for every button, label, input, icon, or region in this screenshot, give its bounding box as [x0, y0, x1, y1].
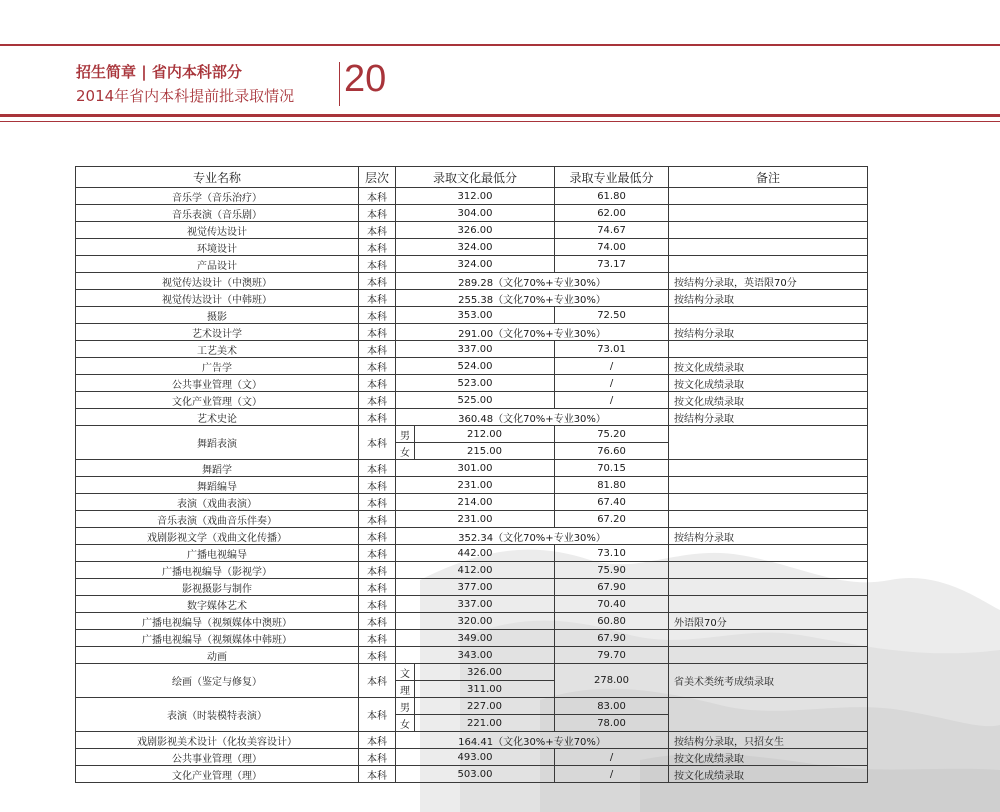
major-score-cell: 73.17 — [555, 256, 669, 273]
level-cell: 本科 — [359, 562, 396, 579]
major-score-cell: 76.60 — [555, 443, 669, 460]
major-score-cell: / — [555, 766, 669, 783]
level-cell: 本科 — [359, 766, 396, 783]
level-cell: 本科 — [359, 477, 396, 494]
culture-score-cell: 349.00 — [396, 630, 555, 647]
major-score-cell: 60.80 — [555, 613, 669, 630]
level-cell: 本科 — [359, 732, 396, 749]
major-score-cell: / — [555, 749, 669, 766]
level-cell: 本科 — [359, 596, 396, 613]
table-row — [76, 494, 868, 511]
major-name-cell: 视觉传达设计 — [76, 222, 359, 239]
table-row — [76, 613, 868, 630]
note-cell — [669, 494, 868, 511]
combined-score-cell: 360.48（文化70%+专业30%） — [396, 409, 669, 426]
page-subtitle: 2014年省内本科提前批录取情况 — [76, 87, 295, 105]
subgroup-cell: 男 — [396, 426, 415, 443]
table-row — [76, 460, 868, 477]
note-cell: 按结构分录取 — [669, 324, 868, 341]
level-cell: 本科 — [359, 460, 396, 477]
table-row — [76, 188, 868, 205]
culture-score-cell: 231.00 — [396, 511, 555, 528]
note-cell — [669, 256, 868, 273]
level-cell: 本科 — [359, 307, 396, 324]
note-cell — [669, 341, 868, 358]
note-cell — [669, 205, 868, 222]
header-top-rule — [0, 44, 1000, 46]
note-cell — [669, 562, 868, 579]
major-score-cell: 61.80 — [555, 188, 669, 205]
page-number: 20 — [344, 58, 387, 100]
table-row — [76, 545, 868, 562]
table-row — [76, 732, 868, 749]
culture-score-cell: 353.00 — [396, 307, 555, 324]
culture-score-cell: 301.00 — [396, 460, 555, 477]
combined-score-cell: 289.28（文化70%+专业30%） — [396, 273, 669, 290]
note-cell — [669, 477, 868, 494]
note-cell — [669, 239, 868, 256]
level-cell: 本科 — [359, 698, 396, 732]
table-row — [76, 528, 868, 545]
culture-score-cell: 377.00 — [396, 579, 555, 596]
subgroup-cell: 男 — [396, 698, 415, 715]
note-cell — [669, 511, 868, 528]
culture-score-cell: 212.00 — [415, 426, 555, 443]
table-row — [76, 239, 868, 256]
table-row — [76, 562, 868, 579]
table-row — [76, 307, 868, 324]
header-divider — [339, 62, 340, 106]
note-cell: 按结构分录取，只招女生 — [669, 732, 868, 749]
major-name-cell: 艺术设计学 — [76, 324, 359, 341]
level-cell: 本科 — [359, 324, 396, 341]
level-cell: 本科 — [359, 273, 396, 290]
note-cell: 按文化成绩录取 — [669, 749, 868, 766]
note-cell — [669, 545, 868, 562]
culture-score-cell: 493.00 — [396, 749, 555, 766]
major-score-cell: 278.00 — [555, 664, 669, 698]
culture-score-cell: 320.00 — [396, 613, 555, 630]
combined-score-cell: 255.38（文化70%+专业30%） — [396, 290, 669, 307]
level-cell: 本科 — [359, 188, 396, 205]
admission-score-table — [75, 166, 868, 783]
level-cell: 本科 — [359, 256, 396, 273]
major-name-cell: 文化产业管理（理） — [76, 766, 359, 783]
major-score-cell: 70.15 — [555, 460, 669, 477]
table-row — [76, 630, 868, 647]
column-header-culture-score: 录取文化最低分 — [396, 167, 555, 188]
level-cell: 本科 — [359, 358, 396, 375]
culture-score-cell: 343.00 — [396, 647, 555, 664]
level-cell: 本科 — [359, 613, 396, 630]
note-cell: 按结构分录取 — [669, 409, 868, 426]
level-cell: 本科 — [359, 630, 396, 647]
column-header-name: 专业名称 — [76, 167, 359, 188]
major-name-cell: 文化产业管理（文） — [76, 392, 359, 409]
level-cell: 本科 — [359, 664, 396, 698]
major-score-cell: 62.00 — [555, 205, 669, 222]
level-cell: 本科 — [359, 290, 396, 307]
table-row — [76, 579, 868, 596]
culture-score-cell: 412.00 — [396, 562, 555, 579]
note-cell — [669, 460, 868, 477]
note-cell — [669, 426, 868, 460]
level-cell: 本科 — [359, 341, 396, 358]
major-score-cell: 74.67 — [555, 222, 669, 239]
major-name-cell: 影视摄影与制作 — [76, 579, 359, 596]
major-score-cell: / — [555, 375, 669, 392]
major-name-cell: 公共事业管理（理） — [76, 749, 359, 766]
header-bottom-rule — [0, 114, 1000, 117]
note-cell — [669, 647, 868, 664]
table-row — [76, 477, 868, 494]
level-cell: 本科 — [359, 749, 396, 766]
table-row — [76, 647, 868, 664]
table-row — [76, 426, 868, 443]
note-cell: 省美术类统考成绩录取 — [669, 664, 868, 698]
combined-score-cell: 291.00（文化70%+专业30%） — [396, 324, 669, 341]
note-cell — [669, 188, 868, 205]
note-cell: 按结构分录取 — [669, 290, 868, 307]
note-cell: 按文化成绩录取 — [669, 392, 868, 409]
major-name-cell: 戏剧影视美术设计（化妆美容设计） — [76, 732, 359, 749]
culture-score-cell: 337.00 — [396, 341, 555, 358]
major-name-cell: 广播电视编导（视频媒体中澳班） — [76, 613, 359, 630]
major-name-cell: 环境设计 — [76, 239, 359, 256]
level-cell: 本科 — [359, 647, 396, 664]
table-row — [76, 205, 868, 222]
culture-score-cell: 311.00 — [415, 681, 555, 698]
note-cell: 按文化成绩录取 — [669, 358, 868, 375]
major-name-cell: 广告学 — [76, 358, 359, 375]
major-name-cell: 广播电视编导（视频媒体中韩班） — [76, 630, 359, 647]
subgroup-cell: 女 — [396, 443, 415, 460]
culture-score-cell: 304.00 — [396, 205, 555, 222]
table-header-row — [76, 167, 868, 188]
level-cell: 本科 — [359, 222, 396, 239]
major-score-cell: 75.90 — [555, 562, 669, 579]
level-cell: 本科 — [359, 409, 396, 426]
brochure-title: 招生简章 | 省内本科部分 — [76, 63, 242, 81]
major-score-cell: 67.20 — [555, 511, 669, 528]
level-cell: 本科 — [359, 392, 396, 409]
table-row — [76, 358, 868, 375]
note-cell — [669, 698, 868, 732]
level-cell: 本科 — [359, 494, 396, 511]
level-cell: 本科 — [359, 511, 396, 528]
combined-score-cell: 164.41（文化30%+专业70%） — [396, 732, 669, 749]
major-name-cell: 舞蹈编导 — [76, 477, 359, 494]
culture-score-cell: 214.00 — [396, 494, 555, 511]
major-name-cell: 广播电视编导（影视学） — [76, 562, 359, 579]
culture-score-cell: 221.00 — [415, 715, 555, 732]
table-row — [76, 749, 868, 766]
major-score-cell: 72.50 — [555, 307, 669, 324]
note-cell — [669, 596, 868, 613]
major-name-cell: 戏剧影视文学（戏曲文化传播） — [76, 528, 359, 545]
culture-score-cell: 227.00 — [415, 698, 555, 715]
major-score-cell: 83.00 — [555, 698, 669, 715]
level-cell: 本科 — [359, 375, 396, 392]
note-cell — [669, 630, 868, 647]
major-score-cell: 67.90 — [555, 579, 669, 596]
level-cell: 本科 — [359, 205, 396, 222]
table-row — [76, 664, 868, 681]
major-score-cell: 70.40 — [555, 596, 669, 613]
table-row — [76, 273, 868, 290]
major-name-cell: 音乐表演（音乐剧） — [76, 205, 359, 222]
note-cell — [669, 307, 868, 324]
note-cell: 外语限70分 — [669, 613, 868, 630]
subgroup-cell: 文 — [396, 664, 415, 681]
major-name-cell: 动画 — [76, 647, 359, 664]
major-name-cell: 产品设计 — [76, 256, 359, 273]
culture-score-cell: 215.00 — [415, 443, 555, 460]
culture-score-cell: 324.00 — [396, 239, 555, 256]
major-name-cell: 视觉传达设计（中韩班） — [76, 290, 359, 307]
table-row — [76, 256, 868, 273]
major-name-cell: 数字媒体艺术 — [76, 596, 359, 613]
column-header-note: 备注 — [669, 167, 868, 188]
major-name-cell: 绘画（鉴定与修复） — [76, 664, 359, 698]
major-name-cell: 公共事业管理（文） — [76, 375, 359, 392]
subgroup-cell: 理 — [396, 681, 415, 698]
major-score-cell: 73.10 — [555, 545, 669, 562]
major-name-cell: 广播电视编导 — [76, 545, 359, 562]
table-row — [76, 324, 868, 341]
major-name-cell: 摄影 — [76, 307, 359, 324]
major-score-cell: 74.00 — [555, 239, 669, 256]
major-name-cell: 视觉传达设计（中澳班） — [76, 273, 359, 290]
column-header-level: 层次 — [359, 167, 396, 188]
table-row — [76, 222, 868, 239]
level-cell: 本科 — [359, 528, 396, 545]
major-name-cell: 舞蹈表演 — [76, 426, 359, 460]
culture-score-cell: 326.00 — [396, 222, 555, 239]
table-body — [76, 167, 868, 783]
culture-score-cell: 231.00 — [396, 477, 555, 494]
culture-score-cell: 312.00 — [396, 188, 555, 205]
major-score-cell: 67.90 — [555, 630, 669, 647]
culture-score-cell: 523.00 — [396, 375, 555, 392]
combined-score-cell: 352.34（文化70%+专业30%） — [396, 528, 669, 545]
culture-score-cell: 524.00 — [396, 358, 555, 375]
culture-score-cell: 326.00 — [415, 664, 555, 681]
culture-score-cell: 324.00 — [396, 256, 555, 273]
table-row — [76, 766, 868, 783]
note-cell: 按结构分录取 — [669, 528, 868, 545]
note-cell — [669, 222, 868, 239]
level-cell: 本科 — [359, 426, 396, 460]
level-cell: 本科 — [359, 545, 396, 562]
major-name-cell: 表演（戏曲表演） — [76, 494, 359, 511]
major-name-cell: 舞蹈学 — [76, 460, 359, 477]
level-cell: 本科 — [359, 579, 396, 596]
level-cell: 本科 — [359, 239, 396, 256]
table-row — [76, 409, 868, 426]
major-name-cell: 音乐学（音乐治疗） — [76, 188, 359, 205]
major-score-cell: 73.01 — [555, 341, 669, 358]
major-score-cell: 78.00 — [555, 715, 669, 732]
note-cell — [669, 579, 868, 596]
note-cell: 按文化成绩录取 — [669, 375, 868, 392]
major-name-cell: 工艺美术 — [76, 341, 359, 358]
culture-score-cell: 442.00 — [396, 545, 555, 562]
note-cell: 按文化成绩录取 — [669, 766, 868, 783]
table-row — [76, 375, 868, 392]
major-name-cell: 艺术史论 — [76, 409, 359, 426]
major-name-cell: 音乐表演（戏曲音乐伴奏） — [76, 511, 359, 528]
major-score-cell: / — [555, 392, 669, 409]
column-header-major-score: 录取专业最低分 — [555, 167, 669, 188]
table-row — [76, 511, 868, 528]
culture-score-cell: 525.00 — [396, 392, 555, 409]
culture-score-cell: 503.00 — [396, 766, 555, 783]
note-cell: 按结构分录取，英语限70分 — [669, 273, 868, 290]
header-bottom-thin-rule — [0, 121, 1000, 122]
table-row — [76, 290, 868, 307]
major-score-cell: / — [555, 358, 669, 375]
subgroup-cell: 女 — [396, 715, 415, 732]
table-row — [76, 341, 868, 358]
table-row — [76, 596, 868, 613]
major-score-cell: 75.20 — [555, 426, 669, 443]
major-score-cell: 81.80 — [555, 477, 669, 494]
major-name-cell: 表演（时装模特表演） — [76, 698, 359, 732]
table-row — [76, 392, 868, 409]
culture-score-cell: 337.00 — [396, 596, 555, 613]
major-score-cell: 79.70 — [555, 647, 669, 664]
major-score-cell: 67.40 — [555, 494, 669, 511]
table-row — [76, 698, 868, 715]
